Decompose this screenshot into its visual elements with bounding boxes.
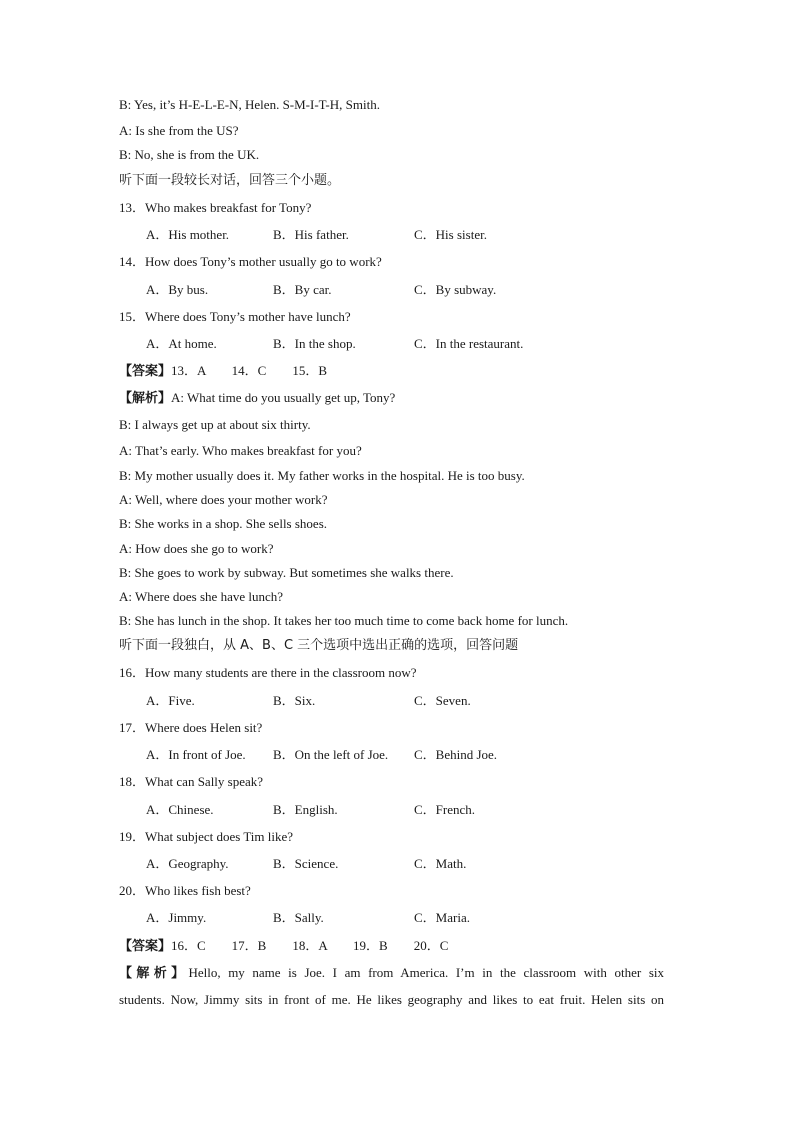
question-14: 14．How does Tony’s mother usually go to work? — [119, 254, 382, 269]
option-a: A．His mother. — [146, 227, 230, 242]
option-b: B．Six. — [273, 693, 316, 708]
option-c: C．Math. — [414, 856, 467, 871]
answer-line — [119, 363, 327, 380]
transcript-line: A: Well, where does your mother work? — [119, 492, 328, 507]
option-a: A．At home. — [146, 336, 217, 351]
question-13: 13．Who makes breakfast for Tony? — [119, 200, 312, 215]
option-b: B．English. — [273, 802, 338, 817]
transcript-line: A: Where does she have lunch? — [119, 589, 284, 604]
options-18 — [146, 802, 566, 818]
option-b: B．Science. — [273, 856, 339, 871]
transcript-line: A: How does she go to work? — [119, 541, 274, 556]
option-a: A．Jimmy. — [146, 910, 207, 925]
options-17 — [146, 747, 566, 763]
analysis-tag: 【解析】 — [119, 966, 189, 981]
transcript-line: B: My mother usually does it. My father works in the hospital. He is too busy. — [119, 468, 525, 483]
dialogue-line: B: Yes, it’s H-E-L-E-N, Helen. S-M-I-T-H, Smith. — [119, 97, 380, 112]
option-a: A．In front of Joe. — [146, 747, 246, 762]
answer-line — [119, 938, 448, 955]
analysis-text: Hello, my name is Joe. I am from America. I’m in the classroom with other six — [188, 965, 664, 980]
option-b: B．In the shop. — [273, 336, 356, 351]
option-b: B．On the left of Joe. — [273, 747, 389, 762]
analysis-tag: 【解析】 — [119, 391, 172, 406]
question-15: 15．Where does Tony’s mother have lunch? — [119, 309, 351, 324]
options-15 — [146, 336, 566, 352]
question-20: 20．Who likes fish best? — [119, 883, 251, 898]
question-17: 17．Where does Helen sit? — [119, 720, 263, 735]
transcript-line: B: She works in a shop. She sells shoes. — [119, 516, 327, 531]
dialogue-line: A: Is she from the US? — [119, 123, 239, 138]
analysis-text: A: What time do you usually get up, Tony? — [171, 390, 396, 405]
option-c: C．Maria. — [414, 910, 470, 925]
options-16 — [146, 693, 566, 709]
question-19: 19．What subject does Tim like? — [119, 829, 294, 844]
dialogue-line: B: No, she is from the UK. — [119, 147, 260, 162]
answer-text: 16．C 17．B 18．A 19．B 20．C — [171, 938, 449, 953]
options-14 — [146, 282, 566, 298]
option-a: A．Chinese. — [146, 802, 214, 817]
transcript-line: B: She goes to work by subway. But sometimes she walks there. — [119, 565, 454, 580]
option-c: C．Behind Joe. — [414, 747, 498, 762]
option-b: B．Sally. — [273, 910, 324, 925]
transcript-line: A: That’s early. Who makes breakfast for you? — [119, 443, 362, 458]
option-c: C．French. — [414, 802, 476, 817]
question-18: 18．What can Sally speak? — [119, 774, 264, 789]
option-c: C．His sister. — [414, 227, 487, 242]
option-b: B．By car. — [273, 282, 332, 297]
section-instruction: 听下面一段较长对话，回答三个小题。 — [119, 173, 341, 188]
analysis-line — [119, 390, 395, 407]
question-16: 16．How many students are there in the classroom now? — [119, 665, 417, 680]
analysis-line — [119, 965, 664, 982]
answer-tag: 【答案】 — [119, 939, 172, 954]
answer-text: 13．A 14．C 15．B — [171, 363, 328, 378]
option-c: C．By subway. — [414, 282, 497, 297]
options-20 — [146, 910, 566, 926]
answer-tag: 【答案】 — [119, 364, 172, 379]
option-a: A．By bus. — [146, 282, 209, 297]
option-a: A．Geography. — [146, 856, 229, 871]
transcript-line: B: I always get up at about six thirty. — [119, 417, 311, 432]
option-c: C．Seven. — [414, 693, 471, 708]
option-a: A．Five. — [146, 693, 195, 708]
transcript-line: B: She has lunch in the shop. It takes her too much time to come back home for lunch. — [119, 613, 569, 628]
option-b: B．His father. — [273, 227, 349, 242]
section-instruction: 听下面一段独白，从 A、B、C 三个选项中选出正确的选项，回答问题 — [119, 638, 519, 653]
analysis-line: students. Now, Jimmy sits in front of me. He likes geography and likes to eat fruit. Helen sits on — [119, 992, 664, 1007]
option-c: C．In the restaurant. — [414, 336, 524, 351]
options-13 — [146, 227, 566, 243]
options-19 — [146, 856, 566, 872]
